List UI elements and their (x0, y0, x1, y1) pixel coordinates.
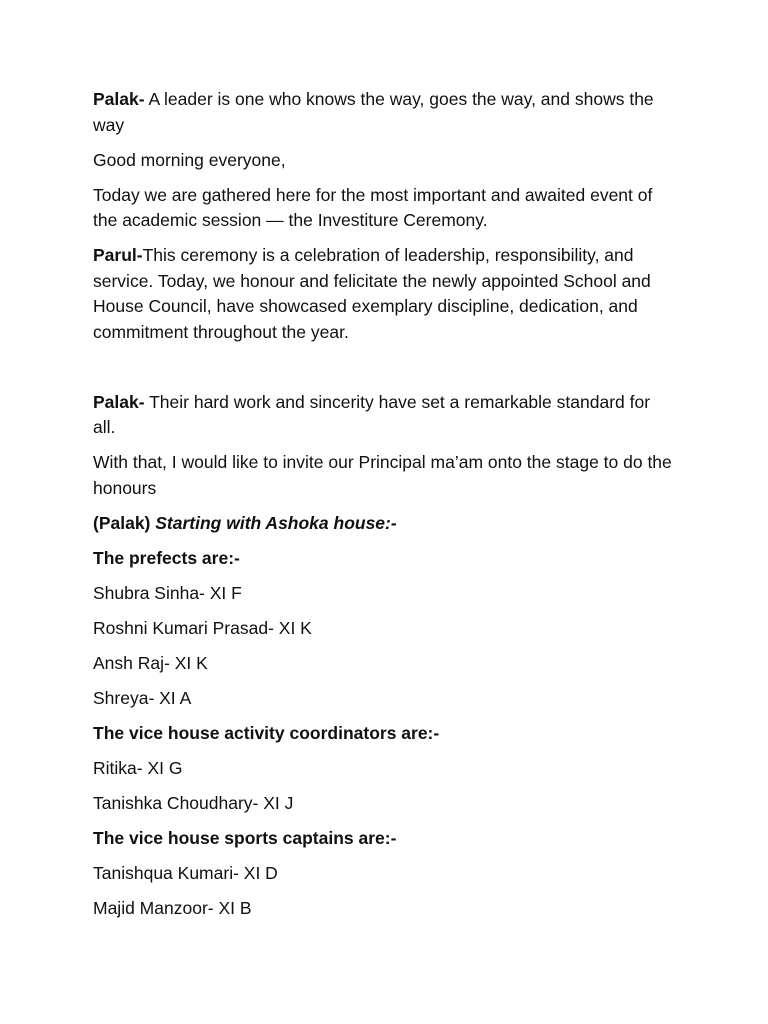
speaker-label: (Palak) (93, 512, 151, 533)
speaker-label: Palak- (93, 391, 145, 412)
speaker-label: Palak- (93, 89, 145, 109)
speaker-label: Parul- (93, 245, 143, 265)
house-heading: Starting with Ashoka house:- (150, 512, 397, 533)
paragraph-ashoka-house (93, 511, 675, 537)
captain-item: Tanishqua Kumari- XI D (93, 862, 278, 883)
coordinators-heading: The vice house activity coordinators are:- (93, 722, 440, 743)
paragraph-parul (93, 243, 675, 345)
blank-line (93, 355, 675, 390)
paragraph-invite: With that, I would like to invite our Principal ma’am onto the stage to do the honours (93, 452, 672, 498)
paragraph-intro: Today we are gathered here for the most important and awaited event of the academic session — the Investiture Ceremony. (93, 184, 653, 230)
coordinator-item: Ritika- XI G (93, 757, 183, 778)
paragraph-text: A leader is one who knows the way, goes the way, and shows the way (93, 89, 654, 135)
paragraph-text: This ceremony is a celebration of leadership, responsibility, and service. Today, we honour and felicitate the newly appointed School and House Council, have showcased exemplary discipline, dedication, and commitment throughout the year. (93, 245, 651, 342)
captains-heading: The vice house sports captains are:- (93, 827, 397, 848)
captain-item: Majid Manzoor- XI B (93, 897, 252, 918)
prefect-item: Ansh Raj- XI K (93, 652, 208, 673)
paragraph-greeting: Good morning everyone, (93, 149, 286, 170)
paragraph-palak-quote (93, 87, 675, 138)
prefect-item: Roshni Kumari Prasad- XI K (93, 617, 312, 638)
paragraph-palak-standard (93, 390, 675, 441)
prefects-heading: The prefects are:- (93, 547, 240, 568)
paragraph-text: Their hard work and sincerity have set a remarkable standard for all. (93, 391, 651, 437)
prefect-item: Shubra Sinha- XI F (93, 582, 242, 603)
prefect-item: Shreya- XI A (93, 687, 192, 708)
coordinator-item: Tanishka Choudhary- XI J (93, 792, 294, 813)
